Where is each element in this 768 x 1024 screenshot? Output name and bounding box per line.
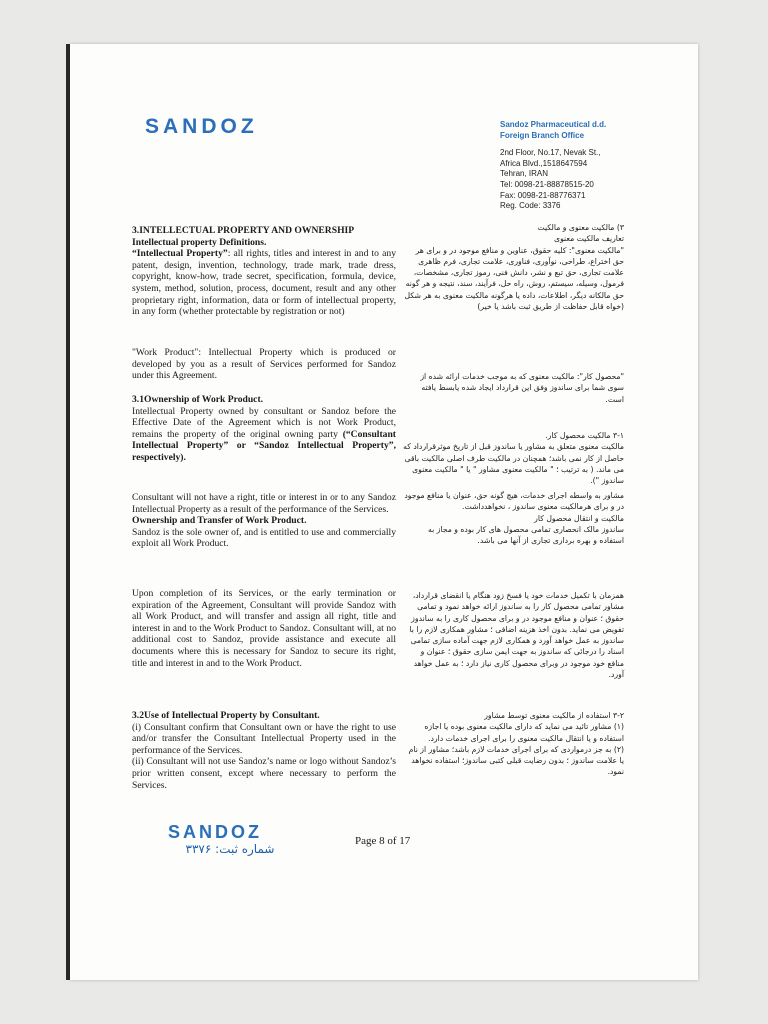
section-3-definitions — [132, 225, 396, 318]
term-ip: “Intellectual Property” — [132, 248, 228, 260]
paragraph: Intellectual Property owned by consultant or Sandoz before the Effective Date of the Agreement which is not Work Product, remains the property of the original owning party — [132, 405, 396, 440]
page-number: Page 8 of 17 — [355, 835, 411, 847]
fa-section-3-2: ۳-۲ استفاده از مالکیت معنوی توسط مشاور (۱) مشاور تائید می نماید که دارای مالکیت معنوی بوده یا اجازه استفاده و یا انتقال مالکیت معنوی را برای اجرای خدمات دارد. (۲) به جز درمواردی که برای اجرای خدمات لازم باشد؛ مشاور از نام یا علامت ساندوز ؛ بدون رضایت قبلی کتبی ساندوز؛ استفاده نخواهد نمود. — [408, 711, 624, 777]
branch-name: Foreign Branch Office — [500, 130, 585, 140]
consultant-rights — [132, 492, 396, 550]
address-line: Reg. Code: 3376 — [500, 201, 561, 211]
sandoz-footer-logo: SANDOZ — [168, 822, 262, 842]
section-subtitle: Ownership and Transfer of Work Product. — [132, 515, 307, 527]
address-line: Tehran, IRAN — [500, 169, 549, 179]
section-3-2 — [132, 710, 396, 791]
registration-number: شماره ثبت: ۳۳۷۶ — [185, 842, 275, 856]
address-line: Fax: 0098-21-88776371 — [500, 190, 586, 200]
section-title: 3.INTELLECTUAL PROPERTY AND OWNERSHIP — [132, 225, 355, 236]
fa-section-3-1: ۳-۱ مالکیت محصول کار. مالکیت معنوی متعلق به مشاور یا ساندوز قبل از تاریخ موثرقرارداد که حاصل از کار نمی باشد؛ همچنان در مالکیت طرف اصلی مالکیت باقی می ماند. ( به ترتیب ؛ " مالکیت معنوی مشاور " یا " مالکیت معنوی ساندوز "). — [403, 431, 624, 486]
company-name: Sandoz Pharmaceutical d.d. — [500, 120, 607, 129]
company-info — [500, 120, 690, 212]
upon-completion — [132, 588, 396, 669]
sandoz-logo: SANDOZ — [145, 115, 258, 138]
address-line: Africa Blvd.,1518647594 — [500, 158, 588, 168]
paragraph: Upon completion of its Services, or the early termination or expiration of the Agreement, Consultant will provide Sandoz with all Work Product, and will transfer and assign all right, title and interest in and to the Work Product to Sandoz. Consultant will, at no additional cost to Sandoz, provide assistance and execute all documents where this is necessary for Sandoz to secure its right, title and interest in and to the Work Product. — [132, 588, 396, 669]
work-product-definition — [132, 347, 396, 382]
address-line: Tel: 0098-21-88878515-20 — [500, 179, 594, 189]
section-3-1 — [132, 394, 396, 464]
section-subtitle: Intellectual property Definitions. — [132, 236, 267, 248]
section-title: 3.2Use of Intellectual Property by Consultant. — [132, 710, 320, 721]
ip-definition: : all rights, titles and interest in and to any patent, design, invention, technology, trade mark, trade dress, copyright, know-how, trade secret, specification, formula, device, system, method, solution, process, document, result and any other proprietary right, information, data or form of intellectual property, in any form (whether protectable by registration or not) — [132, 248, 396, 318]
clause-ii: (ii) Consultant will not use Sandoz’s name or logo without Sandoz’s prior written consent, except where necessary to perform the Services. — [132, 756, 396, 791]
address-line: 2nd Floor, No.17, Nevak St., — [500, 148, 601, 158]
paragraph: Sandoz is the sole owner of, and is entitled to use and commercially exploit all Work Product. — [132, 526, 396, 550]
fa-work-product: "محصول کار": مالکیت معنوی که به موجب خدمات ارائه شده از سوی شما برای ساندوز وفق این قرارداد ایجاد شده یابسط یافته است. — [420, 372, 624, 404]
paragraph: Consultant will not have a right, title or interest in or to any Sandoz Intellectual Property as a result of the performance of the Services. — [132, 492, 396, 515]
clause-i: (i) Consultant confirm that Consultant own or have the right to use and/or transfer the Consultant Intellectual Property used in the performance of the Services. — [132, 721, 396, 756]
term-work-product: "Work Product" — [132, 347, 199, 358]
wp-definition: : Intellectual Property which is produced or developed by you as a result of Services performed for Sandoz under this Agreement. — [132, 347, 396, 382]
fa-consultant-rights: مشاور به واسطه اجرای خدمات، هیچ گونه حق، عنوان یا منافع موجود در و برای هرمالکیت معنوی ساندوز ، نخواهدداشت. مالکیت و انتقال محصول کار ساندوز مالک انحصاری تمامی محصول های کار بوده و مجاز به استفاده و بهره برداری تجاری از آنها می باشد. — [404, 491, 624, 546]
fa-section-3: ۳) مالکیت معنوی و مالکیت تعاریف مالکیت معنوی "مالکیت معنوی": کلیه حقوق، عناوین و منافع موجود در و برای هر حق اختراع، طراحی، نوآوری، فناوری، علامت تجاری، فرم ظاهری علامت تجاری، حق تبع و نشر، دانش فنی، رموز تجاری، مشخصات، فرمول، وسیله، سیستم، روش، راه حل، فرآیند، سند، نتیجه و هر گونه حق مالکانه دیگر، اطلاعات، داده یا هرگونه مالکیت معنوی به هر شکل (خواه قابل حفاظت از طریق ثبت باشد یا خیر) — [404, 223, 624, 312]
ip-terms: (“Consultant Intellectual Property” or “Sandoz Intellectual Property”, respectively). — [132, 428, 396, 463]
fa-upon-completion: همزمان با تکمیل خدمات خود یا فسخ زود هنگام یا انقضای قرارداد، مشاور تمامی محصول کار را به ساندوز ارائه خواهد نمود و تمامی حقوق ؛ عنوان و منافع موجود در و برای محصول کاری را به ساندوز تفویض می نماید. بدون اخذ هزینه اضافی ؛ مشاور همکاری لازم را با ساندوز به عمل خواهد آورد و همکاری لازم جهت آماده سازی تمامی اسناد را درجائی که ساندوز به جهت ایمن سازی حقوق ؛ عنوان و منافع خود موجود در وبرای محصول کاری نیاز دارد ؛ به عمل خواهد آورد. — [409, 591, 624, 680]
address-block — [500, 148, 690, 212]
section-title: 3.1Ownership of Work Product. — [132, 394, 264, 405]
